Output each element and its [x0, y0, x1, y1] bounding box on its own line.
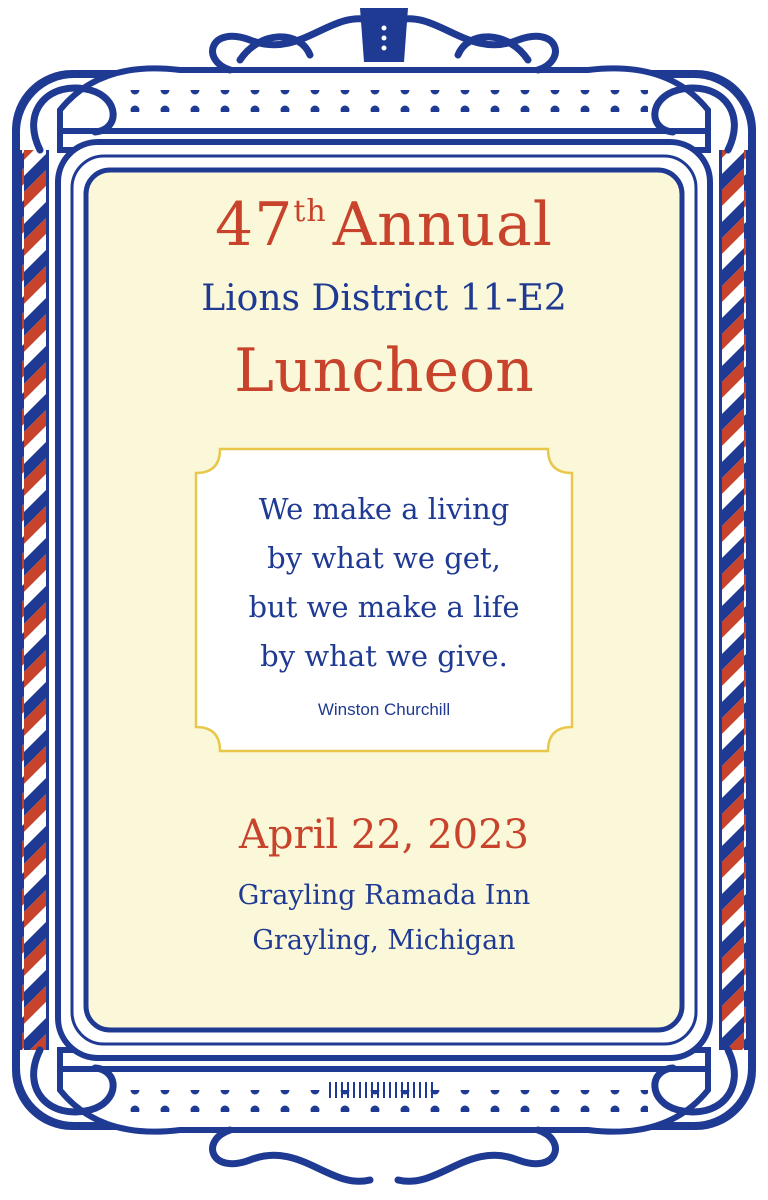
edition-word: Annual: [332, 190, 553, 260]
quote-text: [192, 485, 576, 681]
event-date: April 22, 2023: [238, 812, 530, 858]
title-edition: [0, 190, 768, 260]
event-type: Luncheon: [234, 336, 534, 406]
edition-suffix: th: [293, 194, 327, 229]
venue-name: Grayling Ramada Inn: [237, 880, 531, 911]
venue-city: Grayling, Michigan: [252, 925, 516, 956]
quote-line: by what we get,: [267, 541, 501, 575]
edition-number: 47: [215, 190, 294, 260]
organization-name: Lions District 11-E2: [201, 278, 567, 319]
top-crest: [360, 8, 408, 62]
quote-line: by what we give.: [260, 639, 508, 673]
quote-line: We make a living: [258, 492, 510, 526]
quote-line: but we make a life: [248, 590, 520, 624]
quote-author: Winston Churchill: [317, 700, 451, 719]
